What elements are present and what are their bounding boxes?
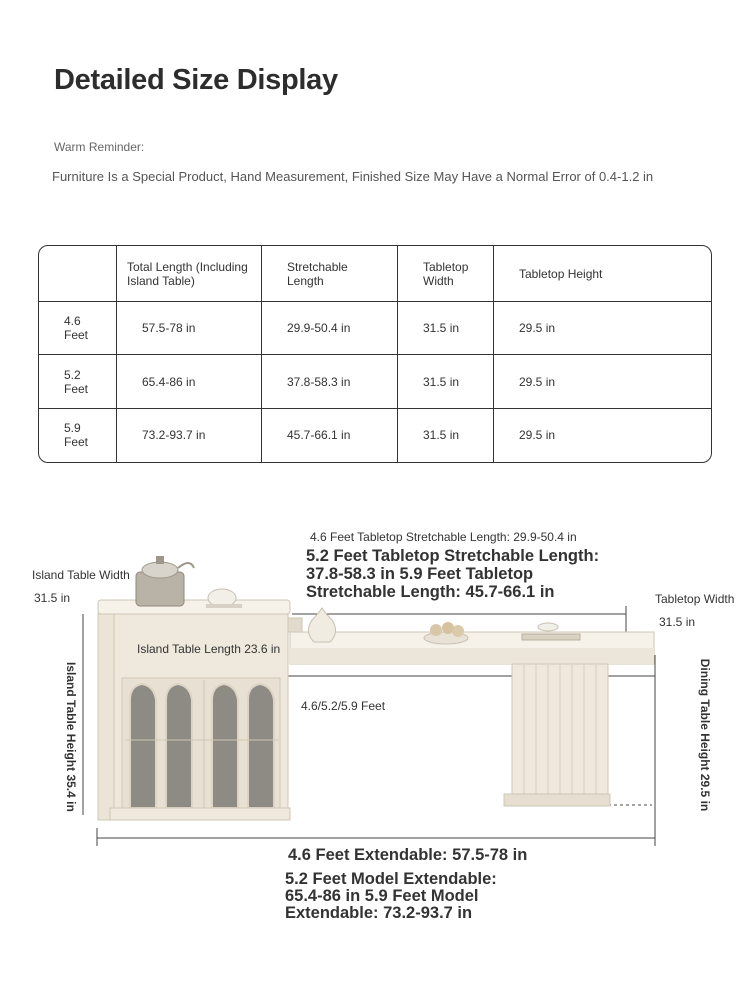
table-cell: 29.5 in bbox=[519, 428, 556, 443]
island-width-label: Island Table Width bbox=[32, 568, 130, 582]
tabletop-width-label: Tabletop Width bbox=[655, 592, 735, 606]
extendable-label-big-3: Extendable: 73.2-93.7 in bbox=[285, 904, 473, 922]
table-cell: 5.2 Feet bbox=[39, 355, 117, 408]
reminder-label: Warm Reminder: bbox=[54, 140, 145, 154]
table-cell: 4.6 Feet bbox=[39, 302, 117, 355]
reminder-text: Furniture Is a Special Product, Hand Measurement, Finished Size May Have a Normal Error of 0.4-1.2 in bbox=[52, 169, 654, 184]
stretch-length-label-big-2: 37.8-58.3 in 5.9 Feet Tabletop bbox=[306, 565, 534, 583]
dining-height-label: Dining Table Height 29.5 in bbox=[698, 658, 712, 812]
table-header-cell: Total Length (Including Island Table) bbox=[117, 246, 262, 302]
extendable-label-big-1: 5.2 Feet Model Extendable: bbox=[285, 870, 497, 888]
table-cell: 31.5 in bbox=[398, 409, 494, 462]
table-cell: 29.5 in bbox=[494, 355, 711, 408]
table-cell: 31.5 in bbox=[398, 302, 494, 355]
table-cell: 57.5-78 in bbox=[117, 302, 262, 355]
table-cell: 73.2-93.7 in bbox=[117, 409, 262, 462]
page-title: Detailed Size Display bbox=[54, 64, 338, 96]
feet-models-label: 4.6/5.2/5.9 Feet bbox=[301, 699, 386, 713]
table-cell: 5.9 Feet bbox=[39, 409, 117, 462]
table-cell: 31.5 in bbox=[398, 355, 494, 408]
table-cell: 29.9-50.4 in bbox=[262, 302, 398, 355]
table-header-cell: Stretchable Length bbox=[262, 246, 398, 302]
island-height-label: Island Table Height 35.4 in bbox=[64, 662, 78, 812]
extendable-label-small: 4.6 Feet Extendable: 57.5-78 in bbox=[288, 846, 528, 864]
island-cabinet bbox=[98, 600, 290, 820]
island-length-label: Island Table Length 23.6 in bbox=[137, 642, 281, 656]
extendable-label-big-2: 65.4-86 in 5.9 Feet Model bbox=[285, 887, 479, 905]
tabletop-width-value: 31.5 in bbox=[659, 615, 696, 629]
stretch-length-label-small: 4.6 Feet Tabletop Stretchable Length: 29.9-50.4 in bbox=[310, 530, 577, 544]
island-width-value: 31.5 in bbox=[34, 591, 71, 605]
table-cell: 37.8-58.3 in bbox=[262, 355, 398, 408]
table-header-cell: Tabletop Width bbox=[398, 246, 494, 302]
table-header-cell: Tabletop Height bbox=[494, 246, 711, 302]
table-cell: 45.7-66.1 in bbox=[262, 409, 398, 462]
stretch-length-label-big-3: Stretchable Length: 45.7-66.1 in bbox=[306, 583, 555, 601]
stretch-length-label-big-1: 5.2 Feet Tabletop Stretchable Length: bbox=[306, 547, 600, 565]
table-cell: 65.4-86 in bbox=[117, 355, 262, 408]
table-cell: 29.5 in bbox=[494, 302, 711, 355]
